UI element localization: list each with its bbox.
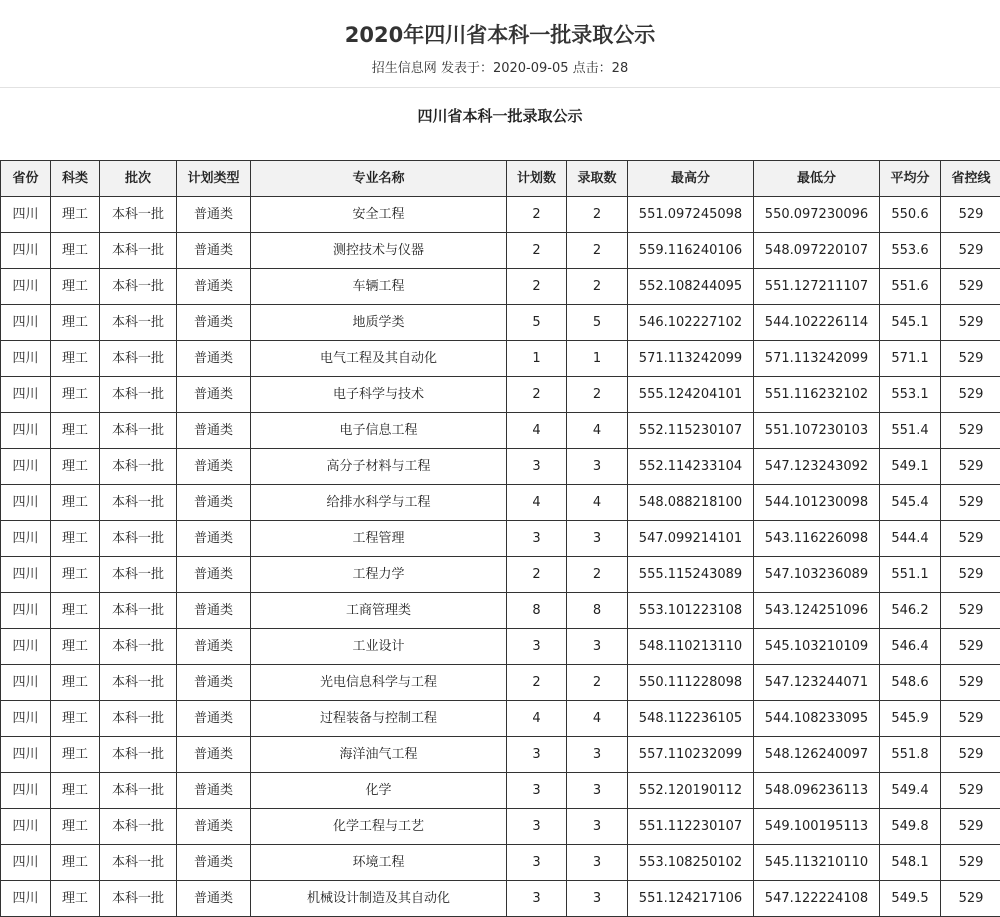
major-cell: 工程管理 — [251, 521, 507, 557]
major-cell: 地质学类 — [251, 305, 507, 341]
province-cell: 四川 — [1, 233, 51, 269]
control-line-cell: 529 — [941, 413, 1000, 449]
plan-type-cell: 普通类 — [177, 845, 251, 881]
planned-cell: 4 — [507, 485, 567, 521]
max-score-cell: 552.114233104 — [628, 449, 754, 485]
province-cell: 四川 — [1, 305, 51, 341]
planned-cell: 3 — [507, 773, 567, 809]
batch-cell: 本科一批 — [100, 485, 177, 521]
admitted-cell: 2 — [567, 665, 628, 701]
table-row — [1, 413, 1000, 449]
province-cell: 四川 — [1, 485, 51, 521]
article-meta — [0, 59, 1000, 79]
batch-cell: 本科一批 — [100, 377, 177, 413]
min-score-cell: 571.113242099 — [754, 341, 880, 377]
planned-cell: 5 — [507, 305, 567, 341]
batch-cell: 本科一批 — [100, 269, 177, 305]
published-label: 发表于： — [441, 61, 493, 76]
control-line-cell: 529 — [941, 665, 1000, 701]
batch-cell: 本科一批 — [100, 845, 177, 881]
min-score-cell: 543.124251096 — [754, 593, 880, 629]
batch-cell: 本科一批 — [100, 773, 177, 809]
admitted-cell: 3 — [567, 773, 628, 809]
section-title: 四川省本科一批录取公示 — [0, 103, 1000, 129]
plan-type-cell: 普通类 — [177, 629, 251, 665]
category-cell: 理工 — [51, 233, 100, 269]
header-major: 专业名称 — [251, 161, 507, 197]
avg-score-cell: 546.4 — [880, 629, 941, 665]
admitted-cell: 2 — [567, 269, 628, 305]
avg-score-cell: 553.1 — [880, 377, 941, 413]
admitted-cell: 2 — [567, 233, 628, 269]
control-line-cell: 529 — [941, 557, 1000, 593]
plan-type-cell: 普通类 — [177, 809, 251, 845]
admitted-cell: 5 — [567, 305, 628, 341]
admitted-cell: 3 — [567, 521, 628, 557]
max-score-cell: 557.110232099 — [628, 737, 754, 773]
max-score-cell: 550.111228098 — [628, 665, 754, 701]
major-cell: 光电信息科学与工程 — [251, 665, 507, 701]
table-row — [1, 881, 1000, 917]
plan-type-cell: 普通类 — [177, 665, 251, 701]
avg-score-cell: 544.4 — [880, 521, 941, 557]
batch-cell: 本科一批 — [100, 305, 177, 341]
category-cell: 理工 — [51, 557, 100, 593]
plan-type-cell: 普通类 — [177, 593, 251, 629]
min-score-cell: 544.101230098 — [754, 485, 880, 521]
planned-cell: 3 — [507, 809, 567, 845]
control-line-cell: 529 — [941, 809, 1000, 845]
batch-cell: 本科一批 — [100, 233, 177, 269]
category-cell: 理工 — [51, 485, 100, 521]
table-row — [1, 557, 1000, 593]
province-cell: 四川 — [1, 413, 51, 449]
planned-cell: 2 — [507, 233, 567, 269]
min-score-cell: 545.113210110 — [754, 845, 880, 881]
max-score-cell: 548.112236105 — [628, 701, 754, 737]
click-count: 28 — [612, 61, 629, 76]
header-control-line: 省控线 — [941, 161, 1000, 197]
planned-cell: 3 — [507, 881, 567, 917]
admitted-cell: 1 — [567, 341, 628, 377]
batch-cell: 本科一批 — [100, 665, 177, 701]
batch-cell: 本科一批 — [100, 341, 177, 377]
table-row — [1, 845, 1000, 881]
category-cell: 理工 — [51, 449, 100, 485]
category-cell: 理工 — [51, 413, 100, 449]
province-cell: 四川 — [1, 809, 51, 845]
planned-cell: 2 — [507, 665, 567, 701]
plan-type-cell: 普通类 — [177, 305, 251, 341]
batch-cell: 本科一批 — [100, 629, 177, 665]
control-line-cell: 529 — [941, 701, 1000, 737]
article-source: 招生信息网 — [372, 61, 437, 76]
province-cell: 四川 — [1, 629, 51, 665]
planned-cell: 8 — [507, 593, 567, 629]
table-header-row — [1, 161, 1000, 197]
max-score-cell: 555.124204101 — [628, 377, 754, 413]
max-score-cell: 553.101223108 — [628, 593, 754, 629]
province-cell: 四川 — [1, 665, 51, 701]
max-score-cell: 559.116240106 — [628, 233, 754, 269]
table-row — [1, 449, 1000, 485]
major-cell: 化学工程与工艺 — [251, 809, 507, 845]
control-line-cell: 529 — [941, 737, 1000, 773]
batch-cell: 本科一批 — [100, 557, 177, 593]
avg-score-cell: 548.1 — [880, 845, 941, 881]
control-line-cell: 529 — [941, 881, 1000, 917]
control-line-cell: 529 — [941, 305, 1000, 341]
plan-type-cell: 普通类 — [177, 485, 251, 521]
province-cell: 四川 — [1, 341, 51, 377]
control-line-cell: 529 — [941, 593, 1000, 629]
min-score-cell: 549.100195113 — [754, 809, 880, 845]
min-score-cell: 547.122224108 — [754, 881, 880, 917]
header-province: 省份 — [1, 161, 51, 197]
avg-score-cell: 551.8 — [880, 737, 941, 773]
category-cell: 理工 — [51, 521, 100, 557]
admitted-cell: 3 — [567, 881, 628, 917]
plan-type-cell: 普通类 — [177, 701, 251, 737]
planned-cell: 3 — [507, 449, 567, 485]
min-score-cell: 547.103236089 — [754, 557, 880, 593]
category-cell: 理工 — [51, 881, 100, 917]
admitted-cell: 2 — [567, 377, 628, 413]
min-score-cell: 544.108233095 — [754, 701, 880, 737]
control-line-cell: 529 — [941, 521, 1000, 557]
admitted-cell: 3 — [567, 629, 628, 665]
plan-type-cell: 普通类 — [177, 449, 251, 485]
planned-cell: 3 — [507, 521, 567, 557]
avg-score-cell: 545.9 — [880, 701, 941, 737]
category-cell: 理工 — [51, 809, 100, 845]
avg-score-cell: 553.6 — [880, 233, 941, 269]
major-cell: 工程力学 — [251, 557, 507, 593]
province-cell: 四川 — [1, 197, 51, 233]
table-row — [1, 269, 1000, 305]
plan-type-cell: 普通类 — [177, 269, 251, 305]
plan-type-cell: 普通类 — [177, 377, 251, 413]
avg-score-cell: 546.2 — [880, 593, 941, 629]
category-cell: 理工 — [51, 305, 100, 341]
avg-score-cell: 549.1 — [880, 449, 941, 485]
avg-score-cell: 545.4 — [880, 485, 941, 521]
province-cell: 四川 — [1, 701, 51, 737]
min-score-cell: 551.107230103 — [754, 413, 880, 449]
header-min-score: 最低分 — [754, 161, 880, 197]
min-score-cell: 551.116232102 — [754, 377, 880, 413]
category-cell: 理工 — [51, 665, 100, 701]
admitted-cell: 4 — [567, 701, 628, 737]
header-admitted: 录取数 — [567, 161, 628, 197]
table-row — [1, 665, 1000, 701]
header-plan-type: 计划类型 — [177, 161, 251, 197]
max-score-cell: 551.124217106 — [628, 881, 754, 917]
table-row — [1, 377, 1000, 413]
header-batch: 批次 — [100, 161, 177, 197]
batch-cell: 本科一批 — [100, 521, 177, 557]
planned-cell: 2 — [507, 377, 567, 413]
min-score-cell: 548.096236113 — [754, 773, 880, 809]
province-cell: 四川 — [1, 269, 51, 305]
max-score-cell: 546.102227102 — [628, 305, 754, 341]
min-score-cell: 543.116226098 — [754, 521, 880, 557]
admission-table — [0, 160, 1000, 917]
major-cell: 过程装备与控制工程 — [251, 701, 507, 737]
major-cell: 化学 — [251, 773, 507, 809]
control-line-cell: 529 — [941, 773, 1000, 809]
category-cell: 理工 — [51, 701, 100, 737]
avg-score-cell: 549.8 — [880, 809, 941, 845]
plan-type-cell: 普通类 — [177, 341, 251, 377]
plan-type-cell: 普通类 — [177, 557, 251, 593]
control-line-cell: 529 — [941, 233, 1000, 269]
table-row — [1, 593, 1000, 629]
planned-cell: 2 — [507, 269, 567, 305]
avg-score-cell: 571.1 — [880, 341, 941, 377]
max-score-cell: 548.110213110 — [628, 629, 754, 665]
province-cell: 四川 — [1, 773, 51, 809]
plan-type-cell: 普通类 — [177, 773, 251, 809]
avg-score-cell: 550.6 — [880, 197, 941, 233]
header-divider — [0, 87, 1000, 88]
table-body — [1, 197, 1000, 917]
province-cell: 四川 — [1, 377, 51, 413]
table-row — [1, 521, 1000, 557]
major-cell: 电子科学与技术 — [251, 377, 507, 413]
plan-type-cell: 普通类 — [177, 197, 251, 233]
batch-cell: 本科一批 — [100, 449, 177, 485]
province-cell: 四川 — [1, 845, 51, 881]
max-score-cell: 548.088218100 — [628, 485, 754, 521]
table-row — [1, 737, 1000, 773]
batch-cell: 本科一批 — [100, 737, 177, 773]
admitted-cell: 2 — [567, 557, 628, 593]
page-title: 2020年四川省本科一批录取公示 — [0, 18, 1000, 52]
min-score-cell: 547.123243092 — [754, 449, 880, 485]
batch-cell: 本科一批 — [100, 197, 177, 233]
major-cell: 电气工程及其自动化 — [251, 341, 507, 377]
avg-score-cell: 551.6 — [880, 269, 941, 305]
province-cell: 四川 — [1, 881, 51, 917]
max-score-cell: 571.113242099 — [628, 341, 754, 377]
control-line-cell: 529 — [941, 269, 1000, 305]
table-row — [1, 305, 1000, 341]
batch-cell: 本科一批 — [100, 809, 177, 845]
major-cell: 给排水科学与工程 — [251, 485, 507, 521]
min-score-cell: 548.126240097 — [754, 737, 880, 773]
header-max-score: 最高分 — [628, 161, 754, 197]
batch-cell: 本科一批 — [100, 593, 177, 629]
planned-cell: 2 — [507, 557, 567, 593]
header-planned: 计划数 — [507, 161, 567, 197]
category-cell: 理工 — [51, 197, 100, 233]
avg-score-cell: 545.1 — [880, 305, 941, 341]
avg-score-cell: 548.6 — [880, 665, 941, 701]
max-score-cell: 555.115243089 — [628, 557, 754, 593]
batch-cell: 本科一批 — [100, 881, 177, 917]
avg-score-cell: 549.4 — [880, 773, 941, 809]
table-row — [1, 197, 1000, 233]
category-cell: 理工 — [51, 773, 100, 809]
max-score-cell: 547.099214101 — [628, 521, 754, 557]
header-avg-score: 平均分 — [880, 161, 941, 197]
province-cell: 四川 — [1, 737, 51, 773]
province-cell: 四川 — [1, 449, 51, 485]
avg-score-cell: 551.1 — [880, 557, 941, 593]
batch-cell: 本科一批 — [100, 413, 177, 449]
category-cell: 理工 — [51, 845, 100, 881]
major-cell: 机械设计制造及其自动化 — [251, 881, 507, 917]
category-cell: 理工 — [51, 377, 100, 413]
table-row — [1, 701, 1000, 737]
max-score-cell: 551.097245098 — [628, 197, 754, 233]
published-date: 2020-09-05 — [493, 61, 569, 76]
plan-type-cell: 普通类 — [177, 881, 251, 917]
batch-cell: 本科一批 — [100, 701, 177, 737]
major-cell: 工商管理类 — [251, 593, 507, 629]
admitted-cell: 3 — [567, 845, 628, 881]
avg-score-cell: 551.4 — [880, 413, 941, 449]
admitted-cell: 3 — [567, 809, 628, 845]
header-category: 科类 — [51, 161, 100, 197]
major-cell: 安全工程 — [251, 197, 507, 233]
table-row — [1, 233, 1000, 269]
control-line-cell: 529 — [941, 845, 1000, 881]
min-score-cell: 550.097230096 — [754, 197, 880, 233]
major-cell: 车辆工程 — [251, 269, 507, 305]
category-cell: 理工 — [51, 629, 100, 665]
admitted-cell: 4 — [567, 485, 628, 521]
max-score-cell: 552.120190112 — [628, 773, 754, 809]
major-cell: 环境工程 — [251, 845, 507, 881]
major-cell: 工业设计 — [251, 629, 507, 665]
min-score-cell: 548.097220107 — [754, 233, 880, 269]
province-cell: 四川 — [1, 521, 51, 557]
planned-cell: 2 — [507, 197, 567, 233]
min-score-cell: 545.103210109 — [754, 629, 880, 665]
admitted-cell: 2 — [567, 197, 628, 233]
max-score-cell: 552.115230107 — [628, 413, 754, 449]
max-score-cell: 552.108244095 — [628, 269, 754, 305]
control-line-cell: 529 — [941, 377, 1000, 413]
table-row — [1, 341, 1000, 377]
planned-cell: 4 — [507, 701, 567, 737]
category-cell: 理工 — [51, 341, 100, 377]
control-line-cell: 529 — [941, 341, 1000, 377]
min-score-cell: 544.102226114 — [754, 305, 880, 341]
admitted-cell: 4 — [567, 413, 628, 449]
control-line-cell: 529 — [941, 629, 1000, 665]
max-score-cell: 551.112230107 — [628, 809, 754, 845]
control-line-cell: 529 — [941, 485, 1000, 521]
category-cell: 理工 — [51, 269, 100, 305]
category-cell: 理工 — [51, 593, 100, 629]
major-cell: 电子信息工程 — [251, 413, 507, 449]
control-line-cell: 529 — [941, 197, 1000, 233]
control-line-cell: 529 — [941, 449, 1000, 485]
major-cell: 测控技术与仪器 — [251, 233, 507, 269]
major-cell: 海洋油气工程 — [251, 737, 507, 773]
avg-score-cell: 549.5 — [880, 881, 941, 917]
planned-cell: 3 — [507, 737, 567, 773]
admitted-cell: 3 — [567, 449, 628, 485]
major-cell: 高分子材料与工程 — [251, 449, 507, 485]
planned-cell: 3 — [507, 845, 567, 881]
table-row — [1, 809, 1000, 845]
plan-type-cell: 普通类 — [177, 413, 251, 449]
table-row — [1, 485, 1000, 521]
planned-cell: 4 — [507, 413, 567, 449]
planned-cell: 1 — [507, 341, 567, 377]
plan-type-cell: 普通类 — [177, 233, 251, 269]
min-score-cell: 547.123244071 — [754, 665, 880, 701]
admitted-cell: 8 — [567, 593, 628, 629]
planned-cell: 3 — [507, 629, 567, 665]
max-score-cell: 553.108250102 — [628, 845, 754, 881]
province-cell: 四川 — [1, 557, 51, 593]
admitted-cell: 3 — [567, 737, 628, 773]
plan-type-cell: 普通类 — [177, 737, 251, 773]
table-row — [1, 629, 1000, 665]
province-cell: 四川 — [1, 593, 51, 629]
clicks-label: 点击： — [573, 61, 612, 76]
category-cell: 理工 — [51, 737, 100, 773]
plan-type-cell: 普通类 — [177, 521, 251, 557]
table-row — [1, 773, 1000, 809]
min-score-cell: 551.127211107 — [754, 269, 880, 305]
